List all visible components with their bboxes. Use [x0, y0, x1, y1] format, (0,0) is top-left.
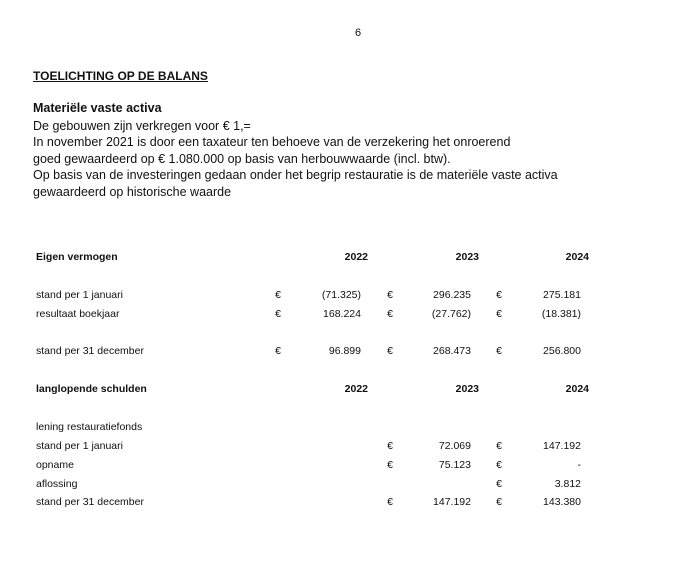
currency-symbol: €: [387, 496, 393, 508]
year-header: 2023: [455, 383, 479, 395]
year-header: 2022: [344, 383, 368, 395]
currency-symbol: €: [496, 289, 502, 301]
row-value: 296.235: [433, 289, 471, 301]
paragraph: [33, 118, 558, 200]
currency-symbol: €: [496, 440, 502, 452]
row-value: 256.800: [543, 345, 581, 357]
table-row: [0, 289, 680, 303]
paragraph-line: gewaardeerd op historische waarde: [33, 184, 232, 199]
currency-symbol: €: [275, 345, 281, 357]
page-number: 6: [354, 27, 362, 39]
currency-symbol: €: [496, 478, 502, 490]
row-value: 72.069: [438, 440, 471, 452]
row-value: (18.381): [541, 308, 581, 320]
table-row: [0, 496, 680, 510]
row-label: resultaat boekjaar: [36, 308, 120, 320]
paragraph-line: De gebouwen zijn verkregen voor € 1,=: [33, 119, 251, 133]
currency-symbol: €: [496, 459, 502, 471]
table-row: [0, 478, 680, 492]
paragraph-line: In november 2021 is door een taxateur ten behoeve van de verzekering het onroerend: [33, 135, 511, 150]
table-header-row: [0, 251, 680, 265]
section-heading: TOELICHTING OP DE BALANS: [33, 69, 208, 83]
row-label: stand per 1 januari: [36, 289, 123, 301]
currency-symbol: €: [387, 459, 393, 471]
currency-symbol: €: [387, 345, 393, 357]
row-value: 275.181: [543, 289, 581, 301]
row-value: (27.762): [431, 308, 471, 320]
row-value: (71.325): [321, 289, 361, 301]
table-subtitle: lening restauratiefonds: [36, 421, 143, 433]
table-subtitle-row: [0, 421, 680, 435]
row-value: 143.380: [543, 496, 581, 508]
table-title: Eigen vermogen: [36, 251, 118, 263]
year-header: 2024: [565, 383, 589, 395]
row-value: 168.224: [323, 308, 361, 320]
row-value: 3.812: [554, 478, 581, 490]
row-label: stand per 1 januari: [36, 440, 123, 452]
table-row: [0, 440, 680, 454]
table-row: [0, 459, 680, 473]
row-value: 96.899: [328, 345, 361, 357]
currency-symbol: €: [387, 289, 393, 301]
currency-symbol: €: [496, 496, 502, 508]
currency-symbol: €: [496, 345, 502, 357]
row-value: 75.123: [438, 459, 471, 471]
row-value: 147.192: [543, 440, 581, 452]
table-row: [0, 308, 680, 322]
table-header-row: [0, 383, 680, 397]
year-header: 2022: [344, 251, 368, 263]
sub-heading: Materiële vaste activa: [33, 101, 162, 115]
year-header: 2023: [455, 251, 479, 263]
currency-symbol: €: [387, 440, 393, 452]
row-value: 147.192: [433, 496, 471, 508]
row-label: stand per 31 december: [36, 345, 144, 357]
row-label: opname: [36, 459, 74, 471]
currency-symbol: €: [275, 308, 281, 320]
table-title: langlopende schulden: [36, 383, 147, 395]
currency-symbol: €: [496, 308, 502, 320]
table-row: [0, 345, 680, 359]
paragraph-line: Op basis van de investeringen gedaan onder het begrip restauratie is de materiële vaste activa: [33, 168, 558, 183]
row-label: aflossing: [36, 478, 78, 490]
row-value: 268.473: [433, 345, 471, 357]
row-label: stand per 31 december: [36, 496, 144, 508]
row-value: -: [577, 459, 581, 471]
currency-symbol: €: [387, 308, 393, 320]
paragraph-line: goed gewaardeerd op € 1.080.000 op basis van herbouwwaarde (incl. btw).: [33, 151, 451, 166]
currency-symbol: €: [275, 289, 281, 301]
year-header: 2024: [565, 251, 589, 263]
